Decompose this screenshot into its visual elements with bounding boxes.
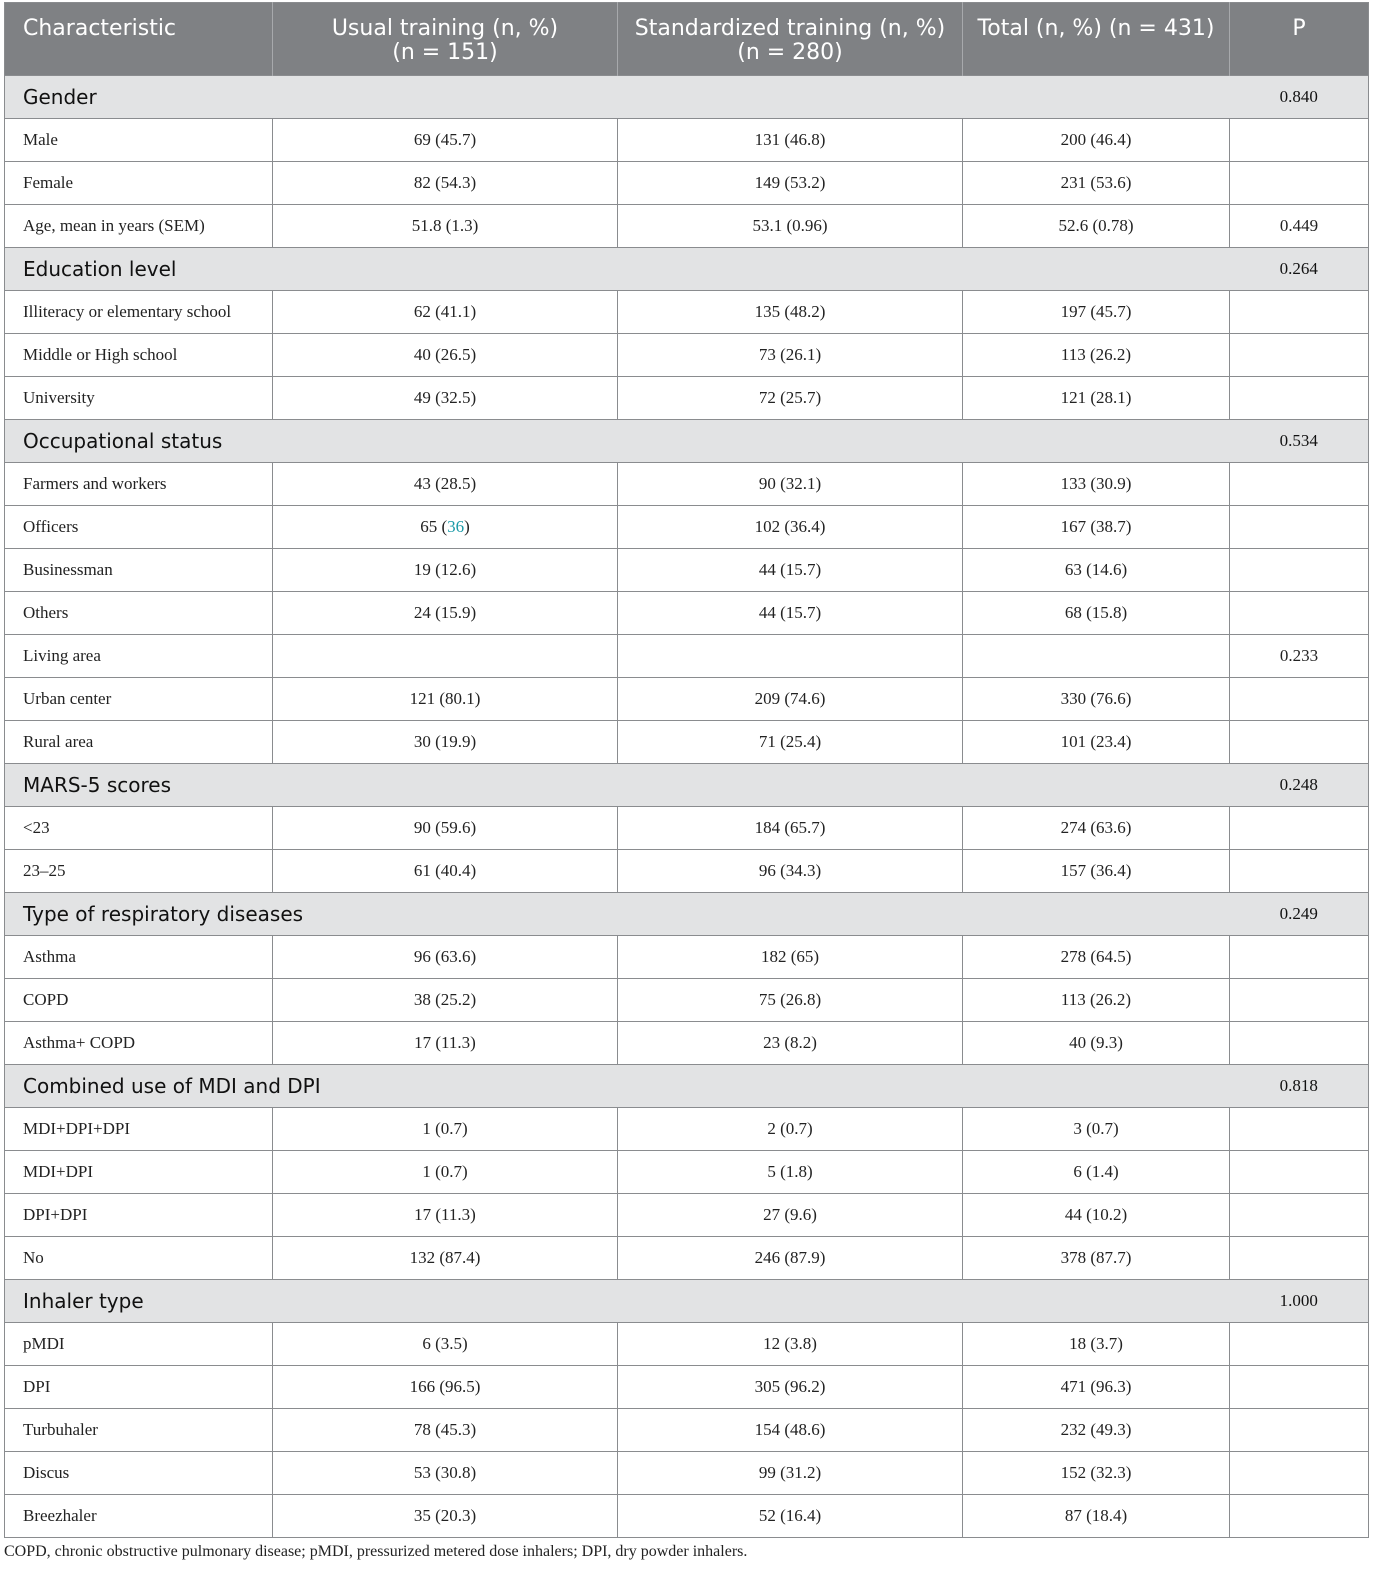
total-cell: 378 (87.7) — [963, 1237, 1230, 1280]
p-value-cell: 0.840 — [1230, 76, 1369, 119]
standardized-training-cell: 23 (8.2) — [618, 1022, 963, 1065]
section-label: Gender — [5, 76, 1230, 119]
characteristics-table — [4, 2, 1369, 1538]
usual-training-cell: 6 (3.5) — [273, 1323, 618, 1366]
usual-training-cell: 49 (32.5) — [273, 377, 618, 420]
usual-training-cell: 30 (19.9) — [273, 721, 618, 764]
table-row — [5, 1323, 1369, 1366]
cell-text: ) — [464, 517, 470, 536]
usual-training-cell: 78 (45.3) — [273, 1409, 618, 1452]
table-row — [5, 334, 1369, 377]
table-row — [5, 850, 1369, 893]
table-row — [5, 635, 1369, 678]
table-row — [5, 291, 1369, 334]
section-label: Combined use of MDI and DPI — [5, 1065, 1230, 1108]
standardized-training-cell: 99 (31.2) — [618, 1452, 963, 1495]
usual-training-cell: 19 (12.6) — [273, 549, 618, 592]
header-p-value: P — [1230, 3, 1369, 76]
table-row — [5, 1452, 1369, 1495]
p-value-cell — [1230, 807, 1369, 850]
table-body — [5, 76, 1369, 1538]
section-row — [5, 76, 1369, 119]
row-label: Asthma — [5, 936, 273, 979]
cell-text: 65 ( — [420, 517, 448, 536]
row-label: DPI+DPI — [5, 1194, 273, 1237]
total-cell: 121 (28.1) — [963, 377, 1230, 420]
p-value-cell — [1230, 291, 1369, 334]
table-row — [5, 205, 1369, 248]
row-label: Asthma+ COPD — [5, 1022, 273, 1065]
total-cell: 471 (96.3) — [963, 1366, 1230, 1409]
row-label: Male — [5, 119, 273, 162]
p-value-cell — [1230, 549, 1369, 592]
standardized-training-cell: 73 (26.1) — [618, 334, 963, 377]
usual-training-cell: 166 (96.5) — [273, 1366, 618, 1409]
table-row — [5, 1022, 1369, 1065]
row-label: pMDI — [5, 1323, 273, 1366]
usual-training-cell: 82 (54.3) — [273, 162, 618, 205]
standardized-training-cell: 12 (3.8) — [618, 1323, 963, 1366]
p-value-cell: 0.248 — [1230, 764, 1369, 807]
standardized-training-cell: 27 (9.6) — [618, 1194, 963, 1237]
p-value-cell — [1230, 334, 1369, 377]
table-header — [5, 3, 1369, 76]
row-label: Farmers and workers — [5, 463, 273, 506]
total-cell: 167 (38.7) — [963, 506, 1230, 549]
p-value-cell — [1230, 1409, 1369, 1452]
table-row — [5, 592, 1369, 635]
usual-training-cell: 62 (41.1) — [273, 291, 618, 334]
p-value-cell: 0.264 — [1230, 248, 1369, 291]
p-value-cell: 0.534 — [1230, 420, 1369, 463]
standardized-training-cell: 5 (1.8) — [618, 1151, 963, 1194]
section-row — [5, 420, 1369, 463]
total-cell: 197 (45.7) — [963, 291, 1230, 334]
standardized-training-cell: 135 (48.2) — [618, 291, 963, 334]
standardized-training-cell: 246 (87.9) — [618, 1237, 963, 1280]
usual-training-cell: 132 (87.4) — [273, 1237, 618, 1280]
table-row — [5, 119, 1369, 162]
row-label: Rural area — [5, 721, 273, 764]
table-row — [5, 678, 1369, 721]
table-row — [5, 807, 1369, 850]
usual-training-cell: 38 (25.2) — [273, 979, 618, 1022]
table-row — [5, 377, 1369, 420]
table-row — [5, 936, 1369, 979]
section-label: Inhaler type — [5, 1280, 1230, 1323]
row-label: MDI+DPI — [5, 1151, 273, 1194]
standardized-training-cell: 71 (25.4) — [618, 721, 963, 764]
row-label: Breezhaler — [5, 1495, 273, 1538]
table-row — [5, 1151, 1369, 1194]
total-cell: 40 (9.3) — [963, 1022, 1230, 1065]
row-label: Illiteracy or elementary school — [5, 291, 273, 334]
usual-training-cell: 51.8 (1.3) — [273, 205, 618, 248]
p-value-cell — [1230, 936, 1369, 979]
standardized-training-cell: 72 (25.7) — [618, 377, 963, 420]
row-label: Middle or High school — [5, 334, 273, 377]
p-value-cell: 0.449 — [1230, 205, 1369, 248]
usual-training-cell: 24 (15.9) — [273, 592, 618, 635]
usual-training-cell: 1 (0.7) — [273, 1108, 618, 1151]
table-row — [5, 162, 1369, 205]
section-label: Type of respiratory diseases — [5, 893, 1230, 936]
standardized-training-cell: 44 (15.7) — [618, 549, 963, 592]
standardized-training-cell: 209 (74.6) — [618, 678, 963, 721]
row-label: MDI+DPI+DPI — [5, 1108, 273, 1151]
standardized-training-cell: 102 (36.4) — [618, 506, 963, 549]
p-value-cell — [1230, 678, 1369, 721]
total-cell: 101 (23.4) — [963, 721, 1230, 764]
p-value-cell — [1230, 377, 1369, 420]
p-value-cell — [1230, 1452, 1369, 1495]
table-row — [5, 463, 1369, 506]
section-row — [5, 248, 1369, 291]
usual-training-cell: 69 (45.7) — [273, 119, 618, 162]
row-label: Urban center — [5, 678, 273, 721]
p-value-cell: 0.233 — [1230, 635, 1369, 678]
row-label: Others — [5, 592, 273, 635]
p-value-cell — [1230, 1366, 1369, 1409]
standardized-training-cell: 154 (48.6) — [618, 1409, 963, 1452]
p-value-cell — [1230, 1151, 1369, 1194]
total-cell — [963, 635, 1230, 678]
standardized-training-cell: 75 (26.8) — [618, 979, 963, 1022]
p-value-cell — [1230, 1108, 1369, 1151]
table-row — [5, 1409, 1369, 1452]
usual-training-cell — [273, 635, 618, 678]
section-row — [5, 764, 1369, 807]
total-cell: 44 (10.2) — [963, 1194, 1230, 1237]
header-total: Total (n, %) (n = 431) — [963, 3, 1230, 76]
total-cell: 231 (53.6) — [963, 162, 1230, 205]
total-cell: 52.6 (0.78) — [963, 205, 1230, 248]
row-label: Living area — [5, 635, 273, 678]
standardized-training-cell: 96 (34.3) — [618, 850, 963, 893]
total-cell: 113 (26.2) — [963, 334, 1230, 377]
p-value-cell — [1230, 506, 1369, 549]
total-cell: 6 (1.4) — [963, 1151, 1230, 1194]
table-row — [5, 1495, 1369, 1538]
p-value-cell — [1230, 119, 1369, 162]
p-value-cell — [1230, 1194, 1369, 1237]
usual-training-cell: 17 (11.3) — [273, 1194, 618, 1237]
table-row — [5, 721, 1369, 764]
header-standardized-training: Standardized training (n, %) (n = 280) — [618, 3, 963, 76]
table-row — [5, 979, 1369, 1022]
p-value-cell: 0.818 — [1230, 1065, 1369, 1108]
usual-training-cell: 1 (0.7) — [273, 1151, 618, 1194]
total-cell: 330 (76.6) — [963, 678, 1230, 721]
total-cell: 232 (49.3) — [963, 1409, 1230, 1452]
row-label: Discus — [5, 1452, 273, 1495]
row-label: University — [5, 377, 273, 420]
total-cell: 113 (26.2) — [963, 979, 1230, 1022]
standardized-training-cell: 90 (32.1) — [618, 463, 963, 506]
section-label: Education level — [5, 248, 1230, 291]
total-cell: 274 (63.6) — [963, 807, 1230, 850]
row-label: No — [5, 1237, 273, 1280]
p-value-cell: 1.000 — [1230, 1280, 1369, 1323]
total-cell: 278 (64.5) — [963, 936, 1230, 979]
table-row — [5, 1366, 1369, 1409]
section-label: MARS-5 scores — [5, 764, 1230, 807]
table-row — [5, 1108, 1369, 1151]
usual-training-cell: 90 (59.6) — [273, 807, 618, 850]
standardized-training-cell: 131 (46.8) — [618, 119, 963, 162]
standardized-training-cell: 149 (53.2) — [618, 162, 963, 205]
table-row — [5, 1194, 1369, 1237]
total-cell: 133 (30.9) — [963, 463, 1230, 506]
section-row — [5, 1065, 1369, 1108]
row-label: Female — [5, 162, 273, 205]
usual-training-cell: 40 (26.5) — [273, 334, 618, 377]
row-label: Officers — [5, 506, 273, 549]
p-value-cell — [1230, 1323, 1369, 1366]
section-row — [5, 893, 1369, 936]
total-cell: 63 (14.6) — [963, 549, 1230, 592]
standardized-training-cell: 305 (96.2) — [618, 1366, 963, 1409]
row-label: Turbuhaler — [5, 1409, 273, 1452]
row-label: Age, mean in years (SEM) — [5, 205, 273, 248]
standardized-training-cell: 53.1 (0.96) — [618, 205, 963, 248]
p-value-cell — [1230, 1022, 1369, 1065]
total-cell: 157 (36.4) — [963, 850, 1230, 893]
usual-training-cell: 61 (40.4) — [273, 850, 618, 893]
standardized-training-cell: 44 (15.7) — [618, 592, 963, 635]
p-value-cell — [1230, 721, 1369, 764]
row-label: Businessman — [5, 549, 273, 592]
total-cell: 68 (15.8) — [963, 592, 1230, 635]
total-cell: 3 (0.7) — [963, 1108, 1230, 1151]
table-row — [5, 1237, 1369, 1280]
standardized-training-cell: 184 (65.7) — [618, 807, 963, 850]
standardized-training-cell: 2 (0.7) — [618, 1108, 963, 1151]
usual-training-cell: 17 (11.3) — [273, 1022, 618, 1065]
usual-training-cell: 121 (80.1) — [273, 678, 618, 721]
row-label: COPD — [5, 979, 273, 1022]
table-row — [5, 549, 1369, 592]
p-value-cell — [1230, 463, 1369, 506]
p-value-cell: 0.249 — [1230, 893, 1369, 936]
standardized-training-cell — [618, 635, 963, 678]
usual-training-cell: 53 (30.8) — [273, 1452, 618, 1495]
total-cell: 200 (46.4) — [963, 119, 1230, 162]
usual-training-cell: 43 (28.5) — [273, 463, 618, 506]
header-characteristic: Characteristic — [5, 3, 273, 76]
usual-training-cell: 96 (63.6) — [273, 936, 618, 979]
row-label: DPI — [5, 1366, 273, 1409]
usual-training-cell — [273, 506, 618, 549]
usual-training-cell: 35 (20.3) — [273, 1495, 618, 1538]
total-cell: 87 (18.4) — [963, 1495, 1230, 1538]
p-value-cell — [1230, 1495, 1369, 1538]
p-value-cell — [1230, 1237, 1369, 1280]
table-row — [5, 506, 1369, 549]
reference-link[interactable]: 36 — [447, 517, 465, 536]
standardized-training-cell: 182 (65) — [618, 936, 963, 979]
section-label: Occupational status — [5, 420, 1230, 463]
total-cell: 18 (3.7) — [963, 1323, 1230, 1366]
p-value-cell — [1230, 592, 1369, 635]
total-cell: 152 (32.3) — [963, 1452, 1230, 1495]
section-row — [5, 1280, 1369, 1323]
p-value-cell — [1230, 850, 1369, 893]
p-value-cell — [1230, 162, 1369, 205]
standardized-training-cell: 52 (16.4) — [618, 1495, 963, 1538]
table-footnote: COPD, chronic obstructive pulmonary disease; pMDI, pressurized metered dose inhalers; DPI, dry powder inhalers. — [4, 1543, 748, 1560]
row-label: 23–25 — [5, 850, 273, 893]
header-usual-training: Usual training (n, %) (n = 151) — [273, 3, 618, 76]
row-label: <23 — [5, 807, 273, 850]
p-value-cell — [1230, 979, 1369, 1022]
